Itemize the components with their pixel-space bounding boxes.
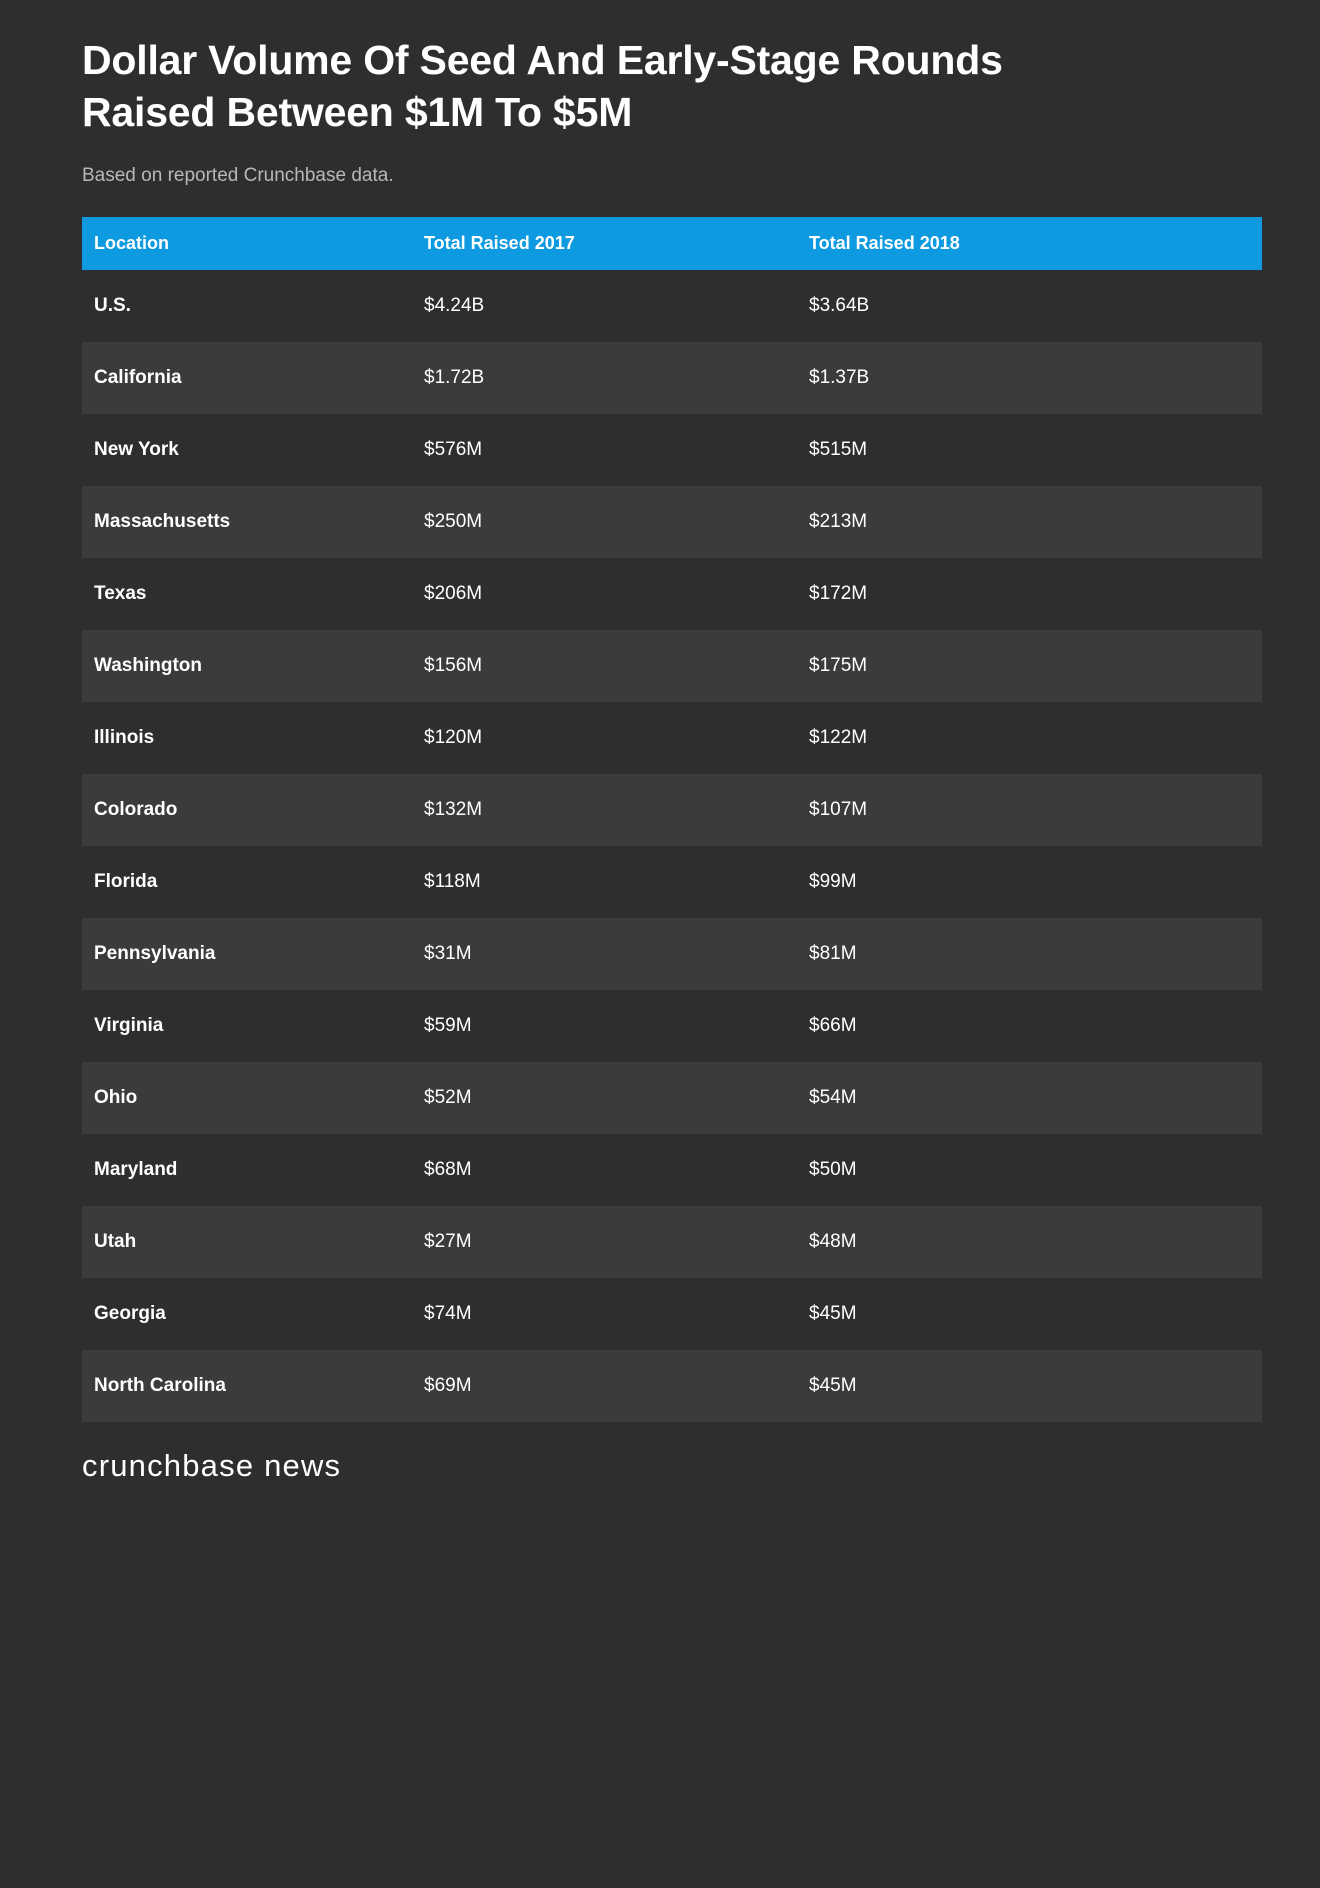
cell-2017: $156M (412, 630, 797, 702)
table-row (82, 342, 1262, 414)
cell-location: Washington (82, 630, 412, 702)
table-row (82, 630, 1262, 702)
table-row (82, 990, 1262, 1062)
cell-2018: $515M (809, 438, 868, 460)
cell-location: Illinois (94, 726, 155, 748)
cell-2018: $213M (797, 486, 1262, 558)
cell-2018: $1.37B (797, 342, 1262, 414)
cell-2018: $3.64B (809, 294, 870, 316)
table-row (82, 270, 1262, 342)
cell-location: U.S. (94, 294, 131, 316)
table-body (82, 270, 1262, 1422)
cell-2018: $175M (797, 630, 1262, 702)
cell-2018: $45M (809, 1302, 857, 1324)
cell-location: Ohio (82, 1062, 412, 1134)
funding-table (82, 217, 1262, 1422)
cell-2017: $120M (424, 726, 483, 748)
cell-location: Pennsylvania (82, 918, 412, 990)
cell-2017: $59M (424, 1014, 472, 1036)
cell-location: Texas (94, 582, 147, 604)
cell-2017: $206M (424, 582, 483, 604)
cell-2018: $48M (797, 1206, 1262, 1278)
column-header-total-raised-2018: Total Raised 2018 (797, 217, 1262, 270)
cell-location: Florida (94, 870, 158, 892)
cell-2017: $132M (412, 774, 797, 846)
cell-2018: $54M (797, 1062, 1262, 1134)
table-row (82, 846, 1262, 918)
page-subtitle: Based on reported Crunchbase data. (82, 164, 394, 186)
page-title: Dollar Volume Of Seed And Early-Stage Rounds Raised Between $1M To $5M (82, 37, 1003, 136)
cell-location: New York (94, 438, 179, 460)
cell-2018: $66M (809, 1014, 857, 1036)
cell-location: California (82, 342, 412, 414)
cell-2017: $576M (424, 438, 483, 460)
column-header-location: Location (82, 217, 412, 270)
column-header-total-raised-2017: Total Raised 2017 (412, 217, 797, 270)
cell-2018: $172M (809, 582, 868, 604)
table-row (82, 918, 1262, 990)
cell-2017: $4.24B (424, 294, 485, 316)
table-row (82, 702, 1262, 774)
cell-2017: $1.72B (412, 342, 797, 414)
cell-2018: $107M (797, 774, 1262, 846)
cell-2018: $45M (797, 1350, 1262, 1422)
cell-location: Utah (82, 1206, 412, 1278)
cell-2017: $68M (424, 1158, 472, 1180)
cell-location: North Carolina (82, 1350, 412, 1422)
table-row (82, 774, 1262, 846)
cell-2017: $52M (412, 1062, 797, 1134)
cell-2018: $81M (797, 918, 1262, 990)
cell-2018: $99M (809, 870, 857, 892)
content-wrapper (82, 0, 1262, 1524)
table-row (82, 486, 1262, 558)
table-row (82, 558, 1262, 630)
table-header (82, 217, 1262, 270)
cell-2017: $31M (412, 918, 797, 990)
cell-location: Virginia (94, 1014, 164, 1036)
cell-2018: $122M (809, 726, 868, 748)
table-row (82, 1206, 1262, 1278)
cell-location: Maryland (94, 1158, 178, 1180)
cell-2017: $74M (424, 1302, 472, 1324)
table-header-row (82, 217, 1262, 270)
cell-2017: $118M (424, 870, 481, 892)
cell-2017: $250M (412, 486, 797, 558)
cell-location: Colorado (82, 774, 412, 846)
table-row (82, 1278, 1262, 1350)
cell-2017: $69M (412, 1350, 797, 1422)
cell-2018: $50M (809, 1158, 857, 1180)
table-row (82, 414, 1262, 486)
table-row (82, 1134, 1262, 1206)
cell-location: Massachusetts (82, 486, 412, 558)
table-row (82, 1062, 1262, 1134)
cell-2017: $27M (412, 1206, 797, 1278)
table-row (82, 1350, 1262, 1422)
brand-logo: crunchbase news (82, 1447, 342, 1483)
cell-location: Georgia (94, 1302, 166, 1324)
